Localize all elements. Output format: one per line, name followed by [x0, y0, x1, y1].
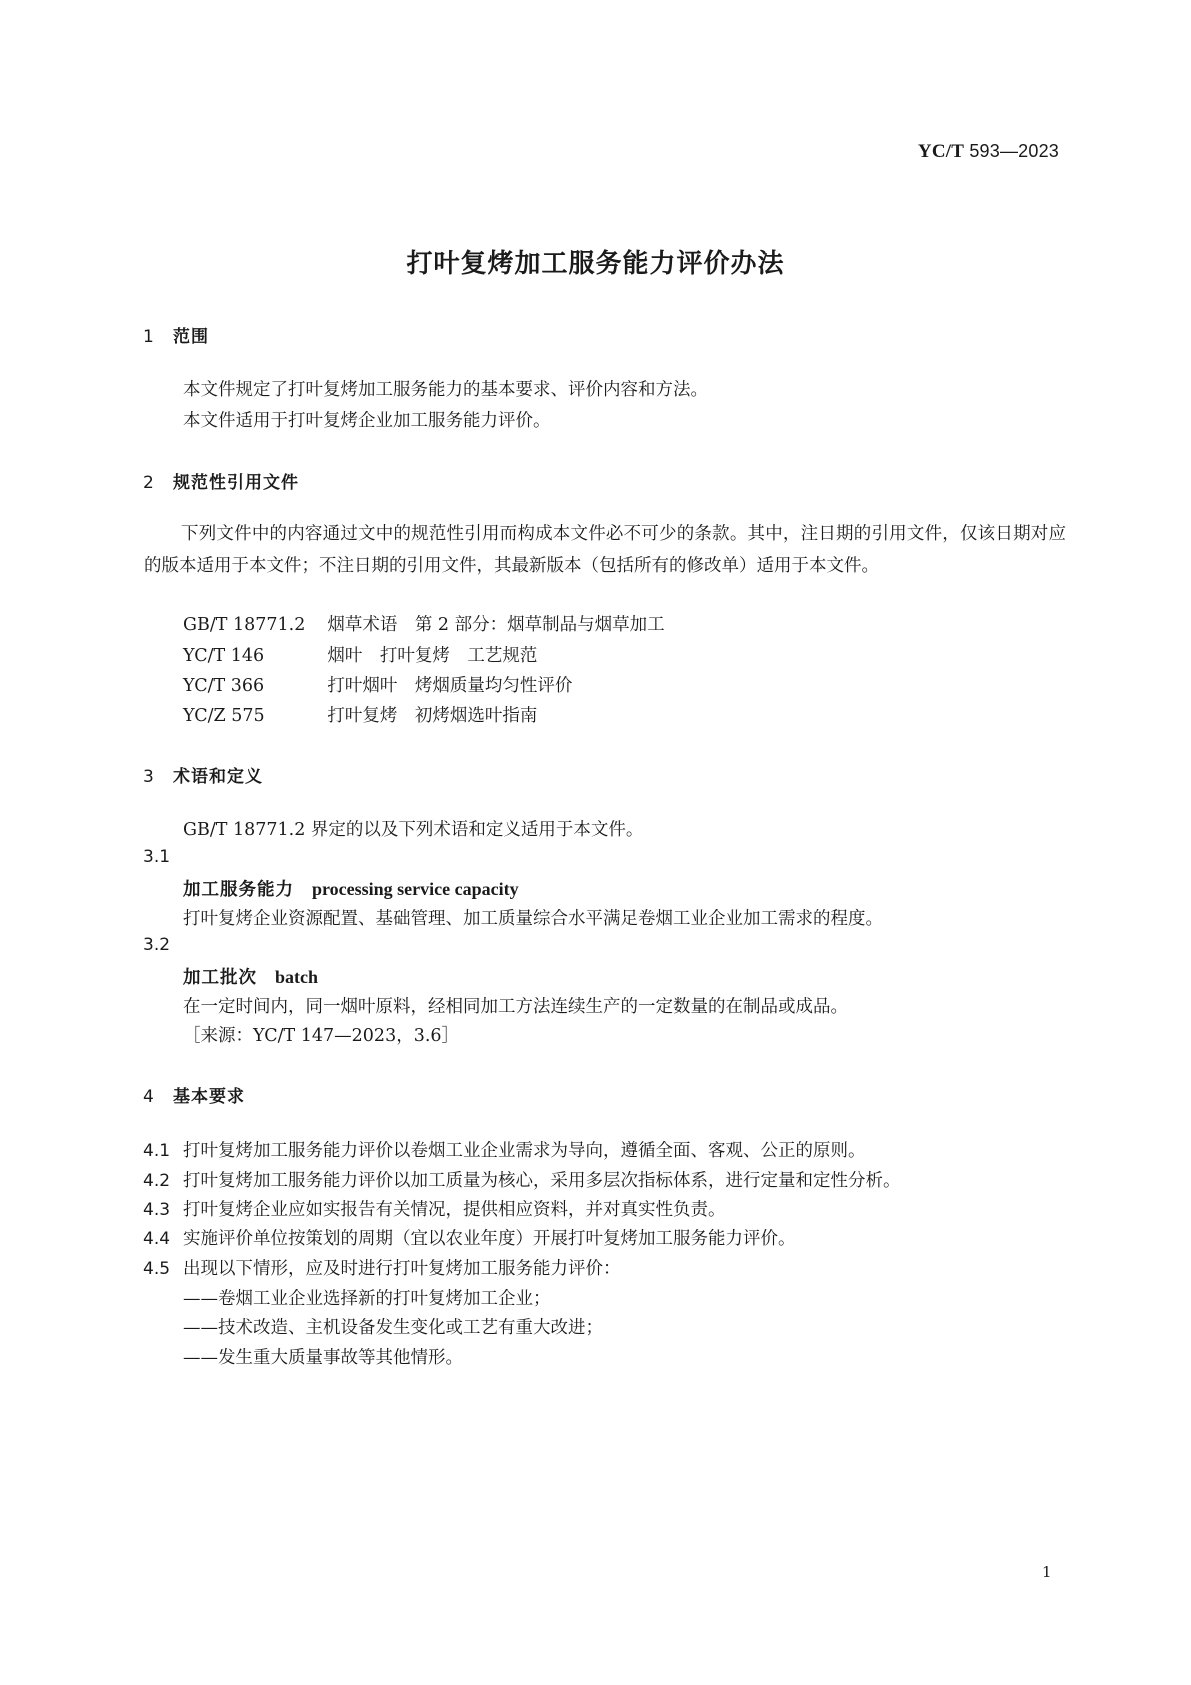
- requirement-item: [143, 1167, 901, 1192]
- reference-item: [183, 611, 665, 636]
- section-title: 范围: [173, 327, 209, 347]
- term-source: ［来源：YC/T 147—2023，3.6］: [183, 1026, 460, 1046]
- requirement-text: 打叶复烤企业应如实报告有关情况，提供相应资料，并对真实性负责。: [183, 1200, 726, 1220]
- term-definition: 打叶复烤企业资源配置、基础管理、加工质量综合水平满足卷烟工业企业加工需求的程度。: [183, 909, 883, 929]
- reference-code: YC/Z 575: [183, 706, 265, 726]
- section-number: 4: [143, 1087, 155, 1107]
- reference-item: [183, 672, 572, 697]
- term-chinese: 加工批次: [183, 968, 257, 988]
- dash-list-item: ——卷烟工业企业选择新的打叶复烤加工企业；: [183, 1289, 551, 1309]
- requirement-item: [143, 1196, 726, 1221]
- term-english: processing service capacity: [312, 879, 519, 899]
- document-title: 打叶复烤加工服务能力评价办法: [406, 249, 785, 279]
- section-number: 2: [143, 473, 155, 493]
- paragraph: 本文件适用于打叶复烤企业加工服务能力评价。: [183, 411, 551, 431]
- requirement-number: 4.3: [143, 1200, 171, 1220]
- reference-title: 打叶复烤 初烤烟选叶指南: [327, 706, 538, 726]
- clause-number: 3.2: [143, 935, 171, 955]
- requirement-item: [143, 1225, 796, 1250]
- standard-code: [918, 141, 1059, 163]
- requirement-text: 实施评价单位按策划的周期（宜以农业年度）开展打叶复烤加工服务能力评价。: [183, 1229, 796, 1249]
- term-chinese: 加工服务能力: [183, 880, 294, 900]
- requirement-item: [143, 1255, 621, 1280]
- reference-title: 烟叶 打叶复烤 工艺规范: [327, 646, 538, 666]
- term-entry: [183, 964, 318, 989]
- term-entry: [183, 876, 519, 901]
- requirement-text: 打叶复烤加工服务能力评价以卷烟工业企业需求为导向，遵循全面、客观、公正的原则。: [183, 1141, 866, 1161]
- standard-code-prefix: YC/T: [917, 141, 965, 162]
- paragraph: GB/T 18771.2 界定的以及下列术语和定义适用于本文件。: [183, 820, 644, 840]
- paragraph: 本文件规定了打叶复烤加工服务能力的基本要求、评价内容和方法。: [183, 380, 708, 400]
- term-definition: 在一定时间内，同一烟叶原料，经相同加工方法连续生产的一定数量的在制品或成品。: [183, 997, 848, 1017]
- reference-item: [183, 642, 537, 667]
- paragraph: 下列文件中的内容通过文中的规范性引用而构成本文件必不可少的条款。其中，注日期的引用文件，仅该日期对应的版本适用于本文件；不注日期的引用文件，其最新版本（包括所有的修改单）适用于本文件。: [144, 524, 1066, 576]
- requirement-number: 4.4: [143, 1229, 171, 1249]
- page-number: 1: [1042, 1563, 1052, 1581]
- term-english: batch: [275, 967, 319, 987]
- section-number: 3: [143, 767, 155, 787]
- reference-title: 烟草术语 第 2 部分：烟草制品与烟草加工: [327, 615, 665, 635]
- reference-title: 打叶烟叶 烤烟质量均匀性评价: [327, 676, 573, 696]
- reference-item: [183, 702, 537, 727]
- section-title: 基本要求: [173, 1087, 245, 1107]
- section-title: 术语和定义: [173, 767, 263, 787]
- dash-list-item: ——发生重大质量事故等其他情形。: [183, 1348, 463, 1368]
- reference-code: YC/T 366: [183, 676, 265, 696]
- requirement-item: [143, 1137, 866, 1162]
- section-title: 规范性引用文件: [173, 473, 299, 493]
- dash-list-item: ——技术改造、主机设备发生变化或工艺有重大改进；: [183, 1318, 603, 1338]
- clause-number: 3.1: [143, 847, 171, 867]
- requirement-text: 打叶复烤加工服务能力评价以加工质量为核心，采用多层次指标体系，进行定量和定性分析。: [183, 1171, 901, 1191]
- section-number: 1: [143, 327, 155, 347]
- reference-code: YC/T 146: [183, 646, 265, 666]
- section-4-heading: [143, 1082, 245, 1107]
- requirement-number: 4.1: [143, 1141, 171, 1161]
- section-2-heading: [143, 468, 299, 493]
- reference-code: GB/T 18771.2: [183, 615, 306, 635]
- standard-code-number: 593—2023: [969, 141, 1059, 161]
- requirement-number: 4.5: [143, 1259, 171, 1279]
- requirement-text: 出现以下情形，应及时进行打叶复烤加工服务能力评价：: [183, 1259, 621, 1279]
- section-3-heading: [143, 762, 263, 787]
- section-1-heading: [143, 322, 209, 347]
- requirement-number: 4.2: [143, 1171, 171, 1191]
